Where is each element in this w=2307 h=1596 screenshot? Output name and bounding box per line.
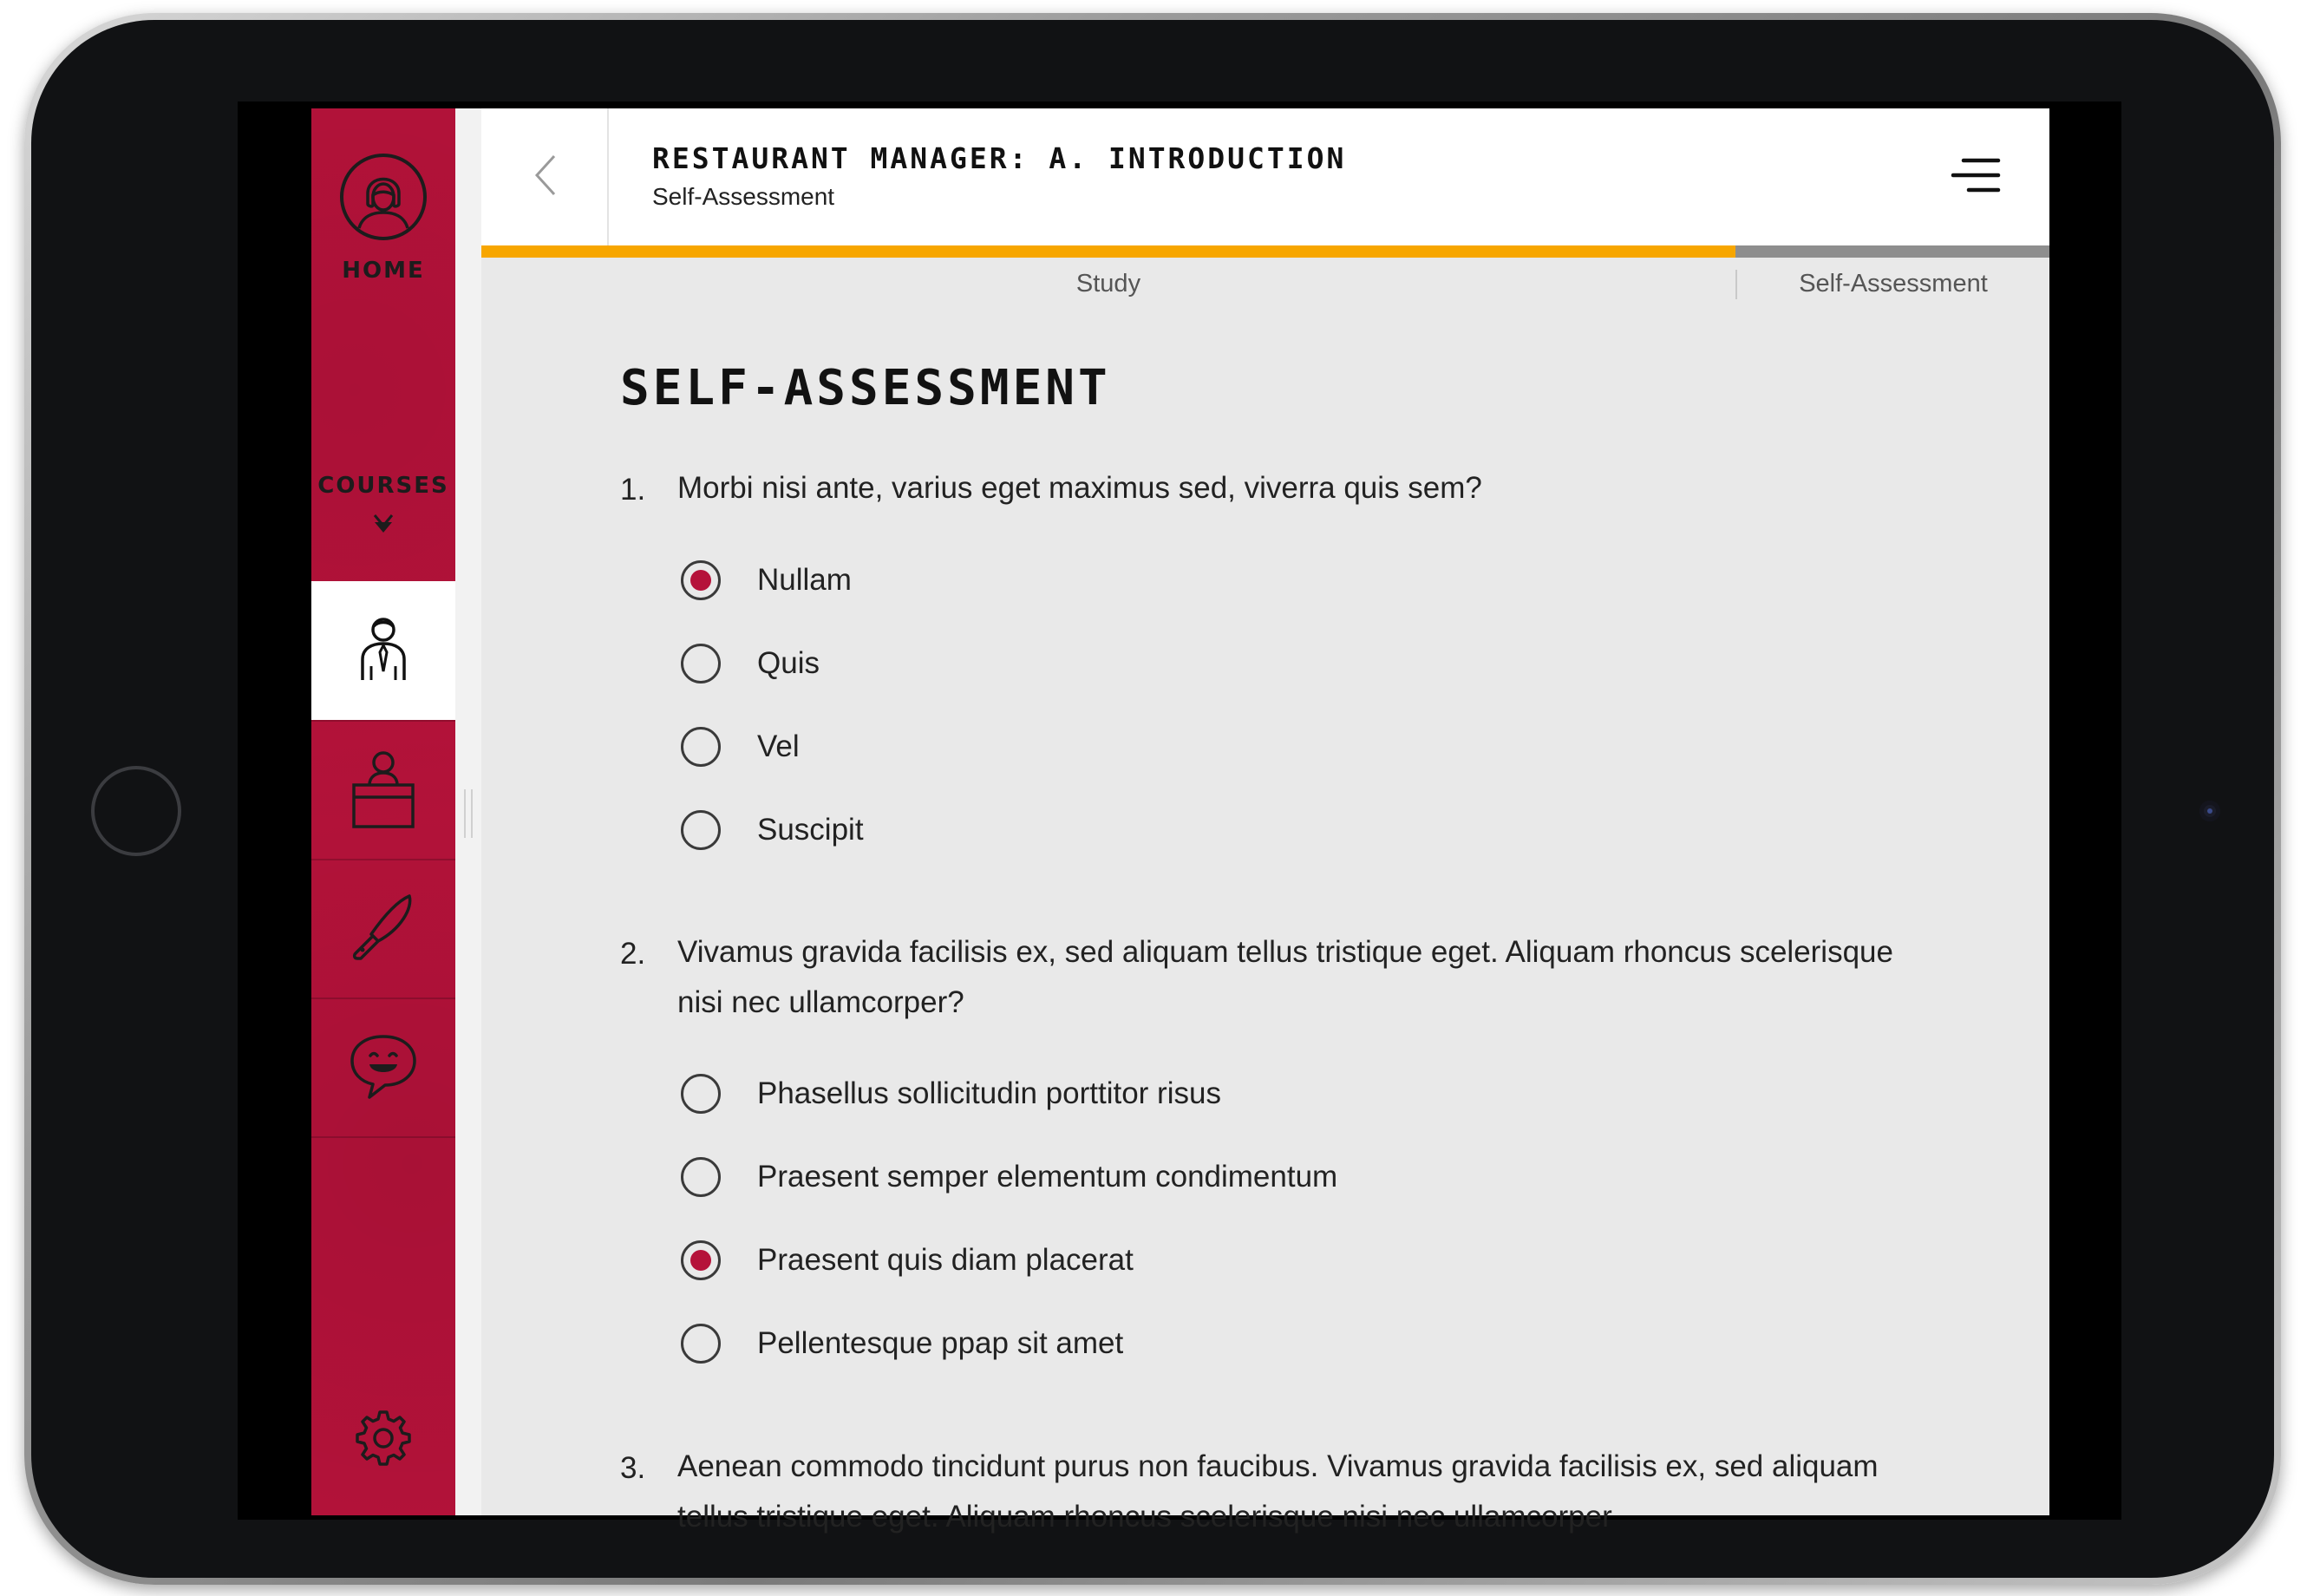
split-grip-handle[interactable] — [464, 789, 473, 838]
host-podium-icon — [349, 747, 418, 834]
app-screen — [238, 101, 2121, 1534]
question-text: Vivamus gravida facilisis ex, sed aliquam tellus tristique eget. Aliquam rhoncus scelerisque nisi nec ullamcorper? — [677, 935, 1893, 1019]
sidebar-divider — [311, 1136, 455, 1138]
tablet-frame — [24, 13, 2281, 1585]
tab-study[interactable]: Study — [1075, 270, 1141, 298]
question-text: Morbi nisi ante, varius eget maximus sed, viverra quis sem? — [677, 471, 1482, 505]
sidebar-item-manager[interactable] — [311, 581, 455, 720]
sidebar-home[interactable] — [311, 108, 455, 308]
chevron-down-icon — [371, 512, 395, 536]
radio-button[interactable] — [681, 727, 721, 767]
chef-knife-icon — [349, 891, 418, 968]
radio-button[interactable] — [681, 810, 721, 850]
tablet-home-button — [91, 766, 181, 856]
answer-option[interactable] — [681, 1319, 1123, 1368]
sidebar-item-kitchen[interactable] — [311, 859, 455, 998]
answer-option[interactable] — [681, 723, 800, 771]
tab-self-assessment[interactable]: Self-Assessment — [1799, 270, 1988, 298]
progress-bar — [481, 245, 2049, 258]
gear-icon — [354, 1409, 413, 1472]
manager-person-icon — [356, 614, 411, 688]
sidebar — [311, 108, 455, 1515]
course-subtitle: Self-Assessment — [652, 183, 835, 210]
back-button[interactable] — [481, 108, 609, 245]
course-title: RESTAURANT MANAGER: A. INTRODUCTION — [652, 141, 1347, 175]
question-number: 3. — [620, 1451, 646, 1485]
header-bar — [481, 108, 2049, 245]
radio-button[interactable] — [681, 1240, 721, 1280]
radio-button[interactable] — [681, 644, 721, 684]
answer-option-label: Suscipit — [757, 813, 864, 847]
answer-option[interactable] — [681, 1069, 1221, 1118]
hamburger-menu-icon — [1950, 189, 2002, 204]
tablet-camera — [2199, 801, 2220, 821]
question-number: 2. — [620, 937, 646, 971]
radio-button[interactable] — [681, 560, 721, 600]
answer-option[interactable] — [681, 1153, 1337, 1201]
answer-option[interactable] — [681, 556, 852, 605]
question-number: 1. — [620, 473, 646, 507]
answer-option[interactable] — [681, 639, 820, 688]
home-label: HOME — [342, 258, 425, 284]
answer-option-label: Praesent semper elementum condimentum — [757, 1160, 1338, 1194]
sidebar-item-host[interactable] — [311, 720, 455, 859]
question-text: Aenean commodo tincidunt purus non faucibus. Vivamus gravida facilisis ex, sed aliquam tellus tristique eget. Aliquam rhoncus scelerisque nisi nec ullamcorper — [677, 1449, 1879, 1534]
sidebar-item-feedback[interactable] — [311, 998, 455, 1136]
answer-option-label: Phasellus sollicitudin porttitor risus — [757, 1076, 1221, 1110]
main-content — [481, 108, 2049, 1534]
radio-button[interactable] — [681, 1157, 721, 1197]
answer-option-label: Nullam — [757, 563, 852, 597]
split-divider[interactable] — [455, 108, 481, 1515]
answer-option-label: Praesent quis diam placerat — [757, 1243, 1134, 1277]
chat-smile-icon — [347, 1031, 420, 1105]
home-avatar-icon — [338, 152, 428, 242]
page-title: SELF-ASSESSMENT — [620, 360, 1111, 416]
radio-button[interactable] — [681, 1074, 721, 1114]
chevron-left-icon — [532, 153, 558, 202]
step-tabs — [481, 258, 2049, 310]
answer-option-label: Quis — [757, 646, 820, 680]
sidebar-courses-toggle[interactable] — [311, 473, 455, 568]
answer-option-label: Pellentesque ppap sit amet — [757, 1326, 1124, 1360]
answer-option-label: Vel — [757, 729, 800, 763]
courses-label: COURSES — [317, 473, 449, 499]
settings-button[interactable] — [311, 1401, 455, 1479]
answer-option[interactable] — [681, 806, 864, 854]
progress-fill — [481, 245, 1735, 258]
menu-button[interactable] — [1950, 152, 2002, 200]
radio-button[interactable] — [681, 1324, 721, 1364]
answer-option[interactable] — [681, 1236, 1134, 1285]
